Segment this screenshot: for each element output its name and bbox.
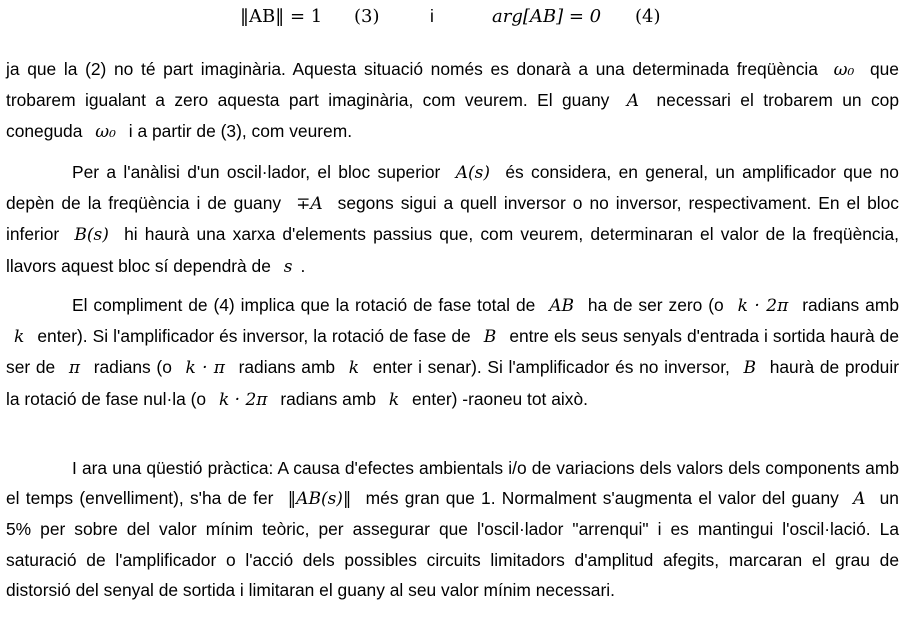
text: radians amb (238, 357, 336, 378)
equation-4-number: (4) (635, 6, 661, 27)
math-B-s: B(s) (74, 225, 109, 246)
math-k-pi: k · π (185, 358, 225, 379)
math-k: k (348, 358, 360, 379)
text: és considera, en general, un amplificador que no depèn de la freqüència i de guany (6, 162, 899, 214)
math-k-2pi: k · 2π (218, 389, 268, 410)
math-B: B (483, 327, 497, 348)
math-norm-AB-s: ‖AB(s)‖ (287, 489, 352, 510)
paragraph-2 (6, 157, 899, 282)
math-pi: π (68, 358, 81, 379)
text: que trobarem igualant a zero aquesta part imaginària, com veurem. El guany (6, 59, 899, 111)
text: ja que la (2) no té part imaginària. Aquesta situació només es donarà a una determinada freqüència (6, 59, 818, 79)
math-k-2pi: k · 2π (737, 296, 789, 316)
text: radians amb (280, 388, 377, 409)
text: i a partir de (3), com veurem. (128, 121, 353, 142)
equation-3-number: (3) (354, 6, 380, 27)
text: entre els seus senyals d'entrada i sortida haurà de ser de (6, 326, 900, 378)
paragraph-3 (6, 290, 899, 415)
equation-4: arg[AB] = 0 (492, 6, 602, 27)
math-k: k (14, 327, 25, 348)
math-A: A (853, 489, 866, 510)
math-B: B (743, 358, 757, 379)
text: hi haurà una xarxa d'elements passius que, com veurem, determinaran el valor de la freqüència, llavors aquest bloc sí dependrà de (6, 224, 899, 276)
text: . (300, 255, 306, 276)
math-omega0: ω₀ (833, 60, 855, 80)
text: radians (o (93, 357, 172, 378)
math-omega0: ω₀ (95, 122, 116, 143)
text: necessari el trobarem un cop coneguda (6, 90, 899, 142)
text: haurà de produir la rotació de fase nul·la (o (6, 357, 899, 409)
text: enter). Si l'amplificador és inversor, la rotació de fase de (37, 326, 471, 347)
equation-line (0, 6, 908, 36)
equation-3: ‖AB‖ = 1 (240, 6, 323, 27)
text: Per a l'anàlisi d'un oscil·lador, el bloc superior (72, 162, 441, 182)
text: ha de ser zero (o (587, 295, 724, 315)
equation-conjunction: i (430, 6, 434, 26)
math-gain: ∓A (296, 194, 323, 215)
text: més gran que 1. Normalment s'augmenta el valor del guany (365, 488, 839, 509)
text: El compliment de (4) implica que la rotació de fase total de (72, 295, 536, 315)
math-A: A (626, 91, 640, 112)
math-AB: AB (549, 296, 574, 316)
paragraph-1 (6, 54, 899, 148)
text: enter i senar). Si l'amplificador és no inversor, (372, 357, 730, 378)
math-A-s: A(s) (455, 163, 490, 183)
math-s: s (283, 256, 293, 277)
text: segons sigui a quell inversor o no inversor, respectivament. En el bloc inferior (6, 193, 899, 245)
paragraph-4 (6, 453, 899, 605)
text: un 5% per sobre del valor mínim teòric, per assegurar que l'oscil·lador "arrenqui" i es mantingui l'oscil·lació. La saturació de l'amplificador o l'acció dels possibles circuits limitadors d'amplitud afegits, marcaran el grau de distorsió del senyal de sortida i limitaran el guany al seu valor mínim necessari. (6, 488, 899, 600)
math-k: k (388, 389, 400, 410)
text: radians amb (802, 295, 899, 315)
text: I ara una qüestió pràctica: A causa d'efectes ambientals i/o de variacions dels valors dels components amb el temps (envelliment), s'ha de fer (6, 458, 899, 509)
text: enter) -raoneu tot això. (412, 388, 588, 409)
